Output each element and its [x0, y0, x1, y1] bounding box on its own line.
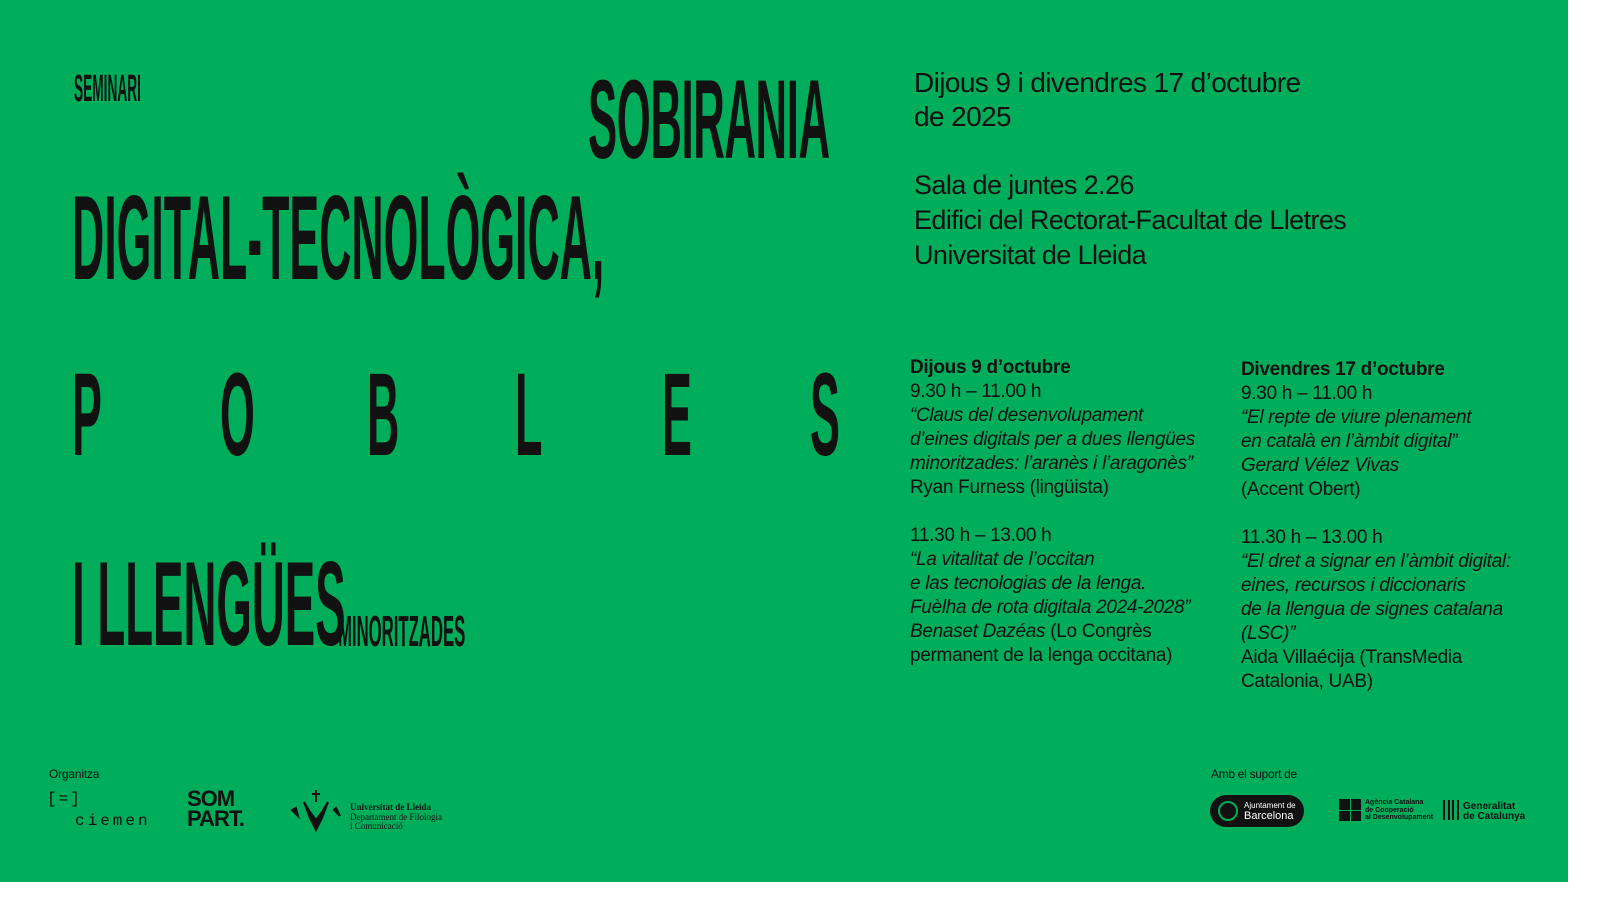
- title-line-digital-tecnologica: DIGITAL-TECNOLÒGICA,: [72, 171, 605, 305]
- senyera-icon: [1443, 800, 1459, 820]
- barcelona-seal-icon: [1218, 801, 1238, 821]
- accd-mark-icon: [1339, 799, 1361, 821]
- session-title: e las tecnologias de la lenga.: [910, 573, 1147, 594]
- udl-logo: [288, 788, 448, 836]
- udl-department: Departament de Filologia: [350, 812, 442, 822]
- ajuntament-barcelona-logo: [1210, 795, 1304, 827]
- event-dates: [914, 66, 1300, 134]
- session-title: “El repte de viure plenament: [1241, 407, 1472, 428]
- session-title: Fuèlha de rota digitala 2024-2028”: [910, 597, 1191, 618]
- session-time: 9.30 h – 11.00 h: [910, 381, 1042, 402]
- sompart-line-2: PART.: [187, 806, 244, 831]
- accd-name: de Cooperació: [1365, 806, 1414, 814]
- session-title: eines, recursos i diccionaris: [1241, 575, 1466, 596]
- session-speaker-affiliation: (Accent Obert): [1241, 479, 1361, 500]
- title-minoritzades: MINORITZADES: [338, 607, 466, 656]
- session-title: minoritzades: l’aranès i l’aragonès”: [910, 453, 1193, 474]
- program-day-2: [1241, 358, 1561, 694]
- speaker-affiliation: (Lo Congrès: [1045, 621, 1152, 642]
- title-letter: O: [219, 349, 255, 481]
- seminari-label: SEMINARI: [74, 68, 141, 110]
- generalitat-name: Generalitat: [1463, 801, 1516, 812]
- title-line-pobles: [72, 349, 840, 481]
- program-day-1: [910, 356, 1230, 668]
- title-line-sobirania: SOBIRANIA: [588, 57, 830, 182]
- session-title: (LSC)”: [1241, 623, 1296, 644]
- session-time: 9.30 h – 11.00 h: [1241, 383, 1373, 404]
- event-venue: [914, 168, 1346, 273]
- session-title: d’eines digitals per a dues llengües: [910, 429, 1195, 450]
- session-title: de la llengua de signes catalana: [1241, 599, 1503, 620]
- title-letter: L: [514, 349, 543, 481]
- event-date-line: Dijous 9 i divendres 17 d’octubre: [914, 67, 1301, 98]
- title-letter: B: [367, 349, 400, 481]
- day-heading: Divendres 17 d’octubre: [1241, 359, 1445, 380]
- session-title: “El dret a signar en l’àmbit digital:: [1241, 551, 1511, 572]
- ajuntament-label: Ajuntament de: [1244, 801, 1296, 810]
- title-letter: E: [662, 349, 693, 481]
- session-speaker: [910, 620, 1230, 644]
- suport-label: Amb el suport de: [1211, 767, 1297, 781]
- session-title: en català en l’àmbit digital”: [1241, 431, 1458, 452]
- session-time: 11.30 h – 13.00 h: [1241, 527, 1383, 548]
- session-time: 11.30 h – 13.00 h: [910, 525, 1052, 546]
- day-heading: Dijous 9 d’octubre: [910, 357, 1071, 378]
- ciemen-wordmark: ciemen: [75, 812, 151, 830]
- session-speaker-affiliation: permanent de la lenga occitana): [910, 645, 1173, 666]
- udl-name: Universitat de Lleida: [350, 802, 431, 812]
- venue-university: Universitat de Lleida: [914, 240, 1147, 270]
- ciemen-mark: [=]: [47, 790, 82, 808]
- session-speaker: Catalonia, UAB): [1241, 671, 1373, 692]
- sompart-logo: [187, 788, 257, 834]
- sompart-line-1: SOM: [187, 786, 235, 811]
- venue-room: Sala de juntes 2.26: [914, 170, 1134, 200]
- accd-logo: [1339, 799, 1439, 823]
- title-line-i-llengues: I LLENGÜES: [72, 537, 346, 671]
- session-title: “Claus del desenvolupament: [910, 405, 1144, 426]
- session-title: “La vitalitat de l’occitan: [910, 549, 1095, 570]
- generalitat-name: de Catalunya: [1463, 811, 1526, 822]
- venue-building: Edifici del Rectorat-Facultat de Lletres: [914, 205, 1347, 235]
- ciemen-logo: [47, 790, 157, 834]
- title-letter: S: [809, 349, 840, 481]
- speaker-name: Benaset Dazéas: [910, 621, 1046, 642]
- udl-department: i Comunicació: [350, 821, 403, 831]
- session-speaker: Aida Villaécija (TransMedia: [1241, 647, 1463, 668]
- event-date-line: de 2025: [914, 101, 1012, 132]
- session-speaker: Gerard Vélez Vivas: [1241, 455, 1399, 476]
- generalitat-logo: [1443, 800, 1533, 822]
- accd-name: al Desenvolupament: [1365, 814, 1434, 821]
- barcelona-label: Barcelona: [1244, 810, 1294, 822]
- organitza-label: Organitza: [49, 767, 100, 781]
- session-speaker: Ryan Furness (lingüista): [910, 477, 1109, 498]
- accd-name: Agència Catalana: [1365, 799, 1424, 806]
- udl-emblem-icon: [288, 788, 344, 834]
- title-letter: P: [72, 349, 102, 481]
